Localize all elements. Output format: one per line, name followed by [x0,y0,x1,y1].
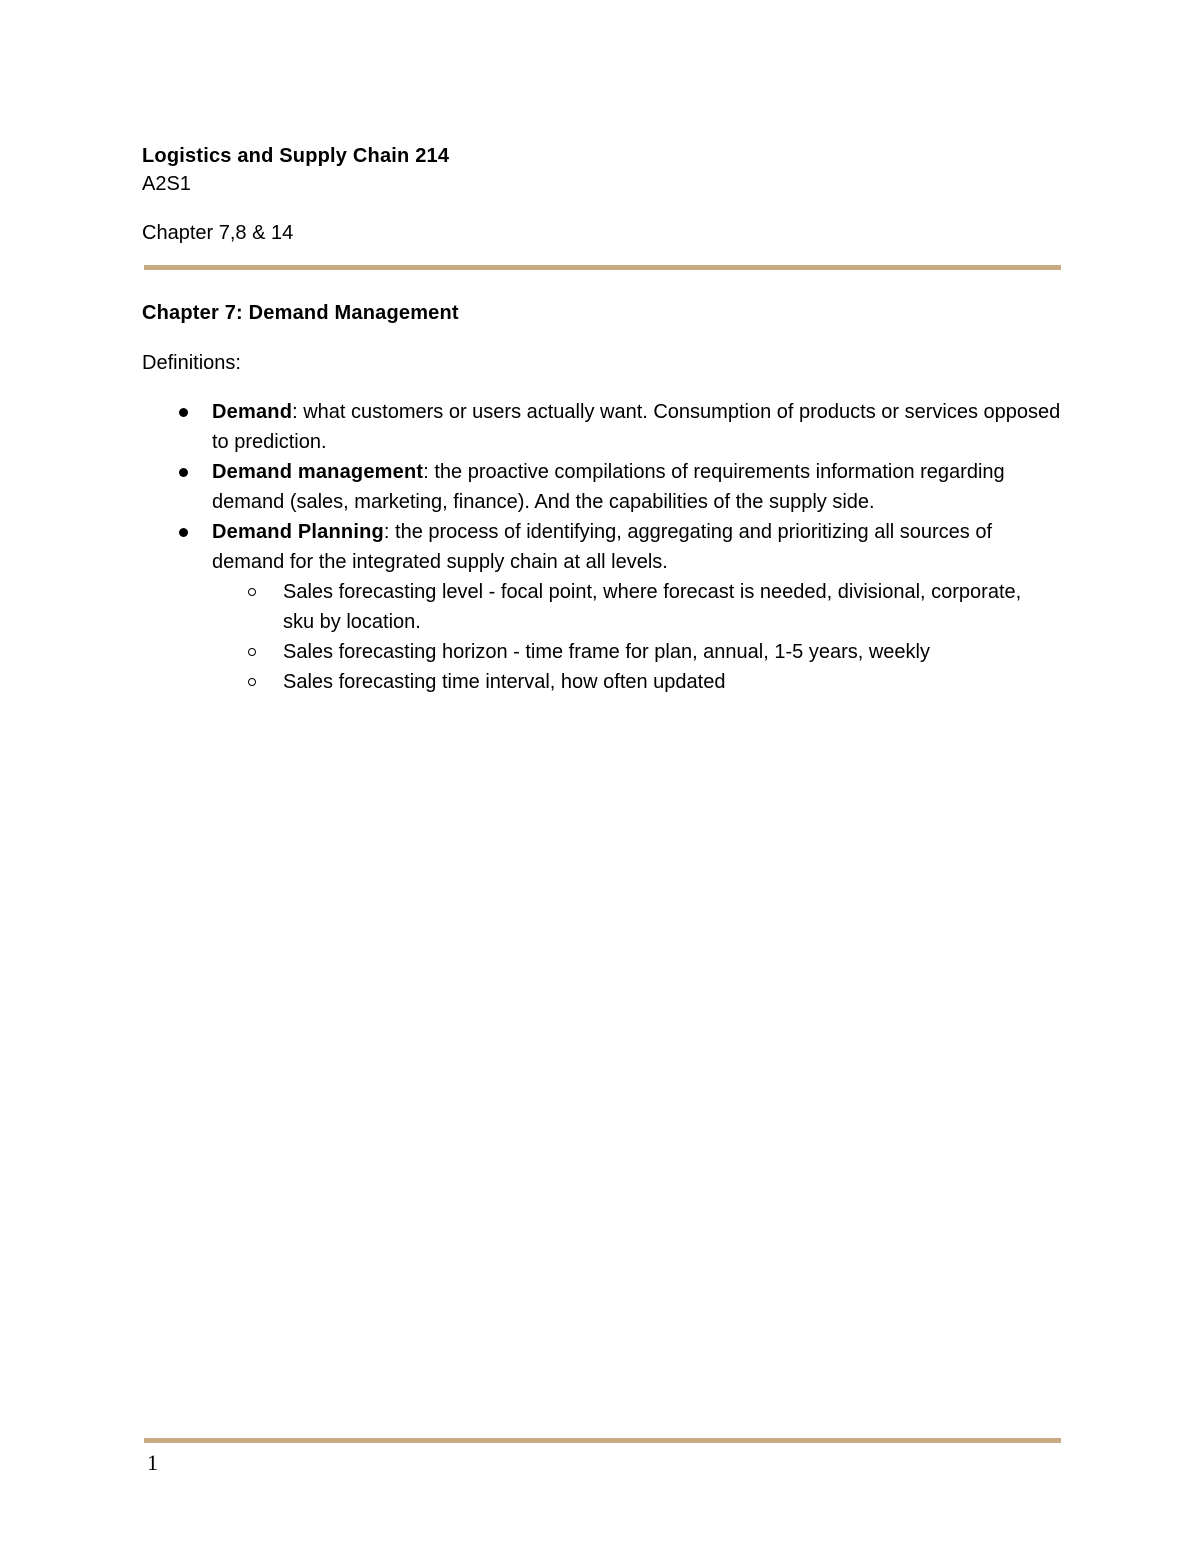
list-item [0,457,1062,517]
definition-term: Demand [212,401,293,423]
bullet-icon [179,528,188,537]
list-item [0,517,1062,577]
sub-item-text: Sales forecasting horizon - time frame for plan, annual, 1-5 years, weekly [283,641,930,663]
sub-item-text: Sales forecasting level - focal point, where forecast is needed, divisional, corporate, sku by location. [283,581,1022,633]
section-heading: Chapter 7: Demand Management [142,302,459,324]
definitions-label: Definitions: [142,352,241,374]
sub-list-item [0,667,1053,697]
document-title: Logistics and Supply Chain 214 [142,145,450,167]
hollow-bullet-icon [248,588,256,596]
hollow-bullet-icon [248,678,256,686]
list-item [0,397,1062,457]
sub-item-text: Sales forecasting time interval, how often updated [283,671,726,693]
sub-list-item [0,577,1053,637]
definition-term: Demand Planning [212,521,384,543]
header-divider [144,265,1061,270]
definition-text: : the proactive compilations of requirements information regarding demand (sales, marketing, finance). And the capabilities of the supply side. [212,461,1005,513]
sub-list-item [0,637,1053,667]
page-number: 1 [147,1450,158,1475]
definition-term: Demand management [212,461,424,483]
bullet-icon [179,468,188,477]
chapters-line: Chapter 7,8 & 14 [142,222,294,244]
bullet-icon [179,408,188,417]
hollow-bullet-icon [248,648,256,656]
definition-text: : what customers or users actually want. Consumption of products or services opposed to prediction. [212,401,1061,453]
course-code: A2S1 [142,173,191,195]
footer-divider [144,1438,1061,1443]
definition-text: : the process of identifying, aggregating and prioritizing all sources of demand for the integrated supply chain at all levels. [212,521,993,573]
definitions-list [0,397,1200,697]
